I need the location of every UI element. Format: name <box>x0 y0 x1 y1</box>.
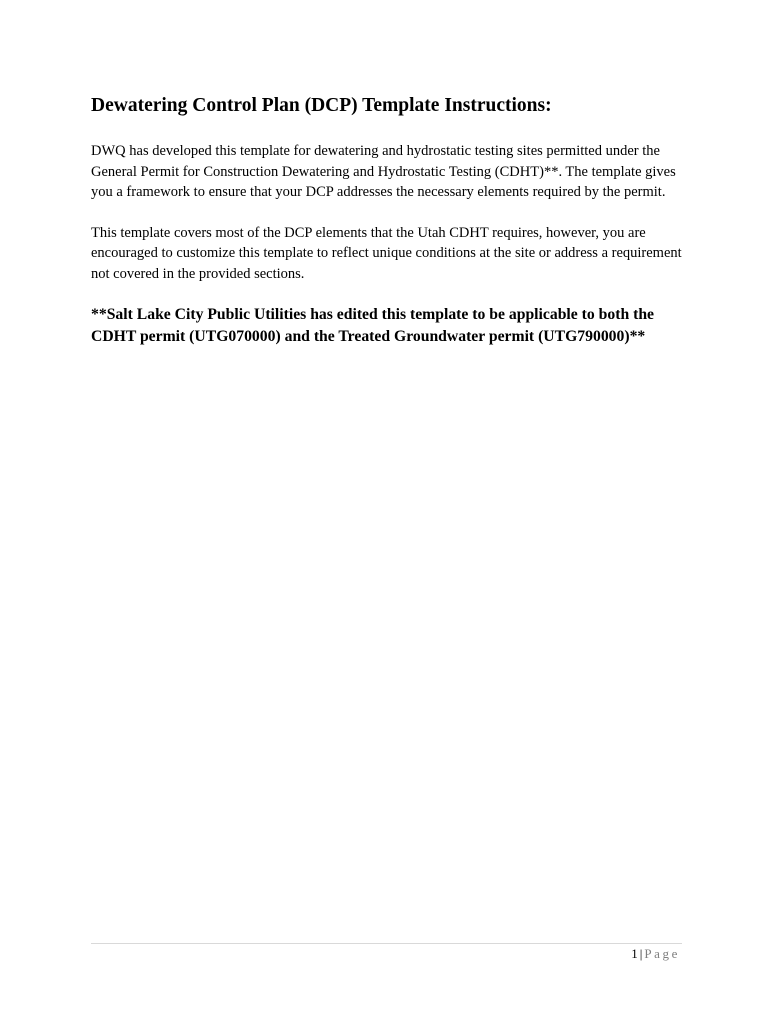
edit-note-paragraph: **Salt Lake City Public Utilities has edited this template to be applicable to both the CDHT permit (UTG070000) and the Treated Groundwater permit (UTG790000)** <box>91 306 655 345</box>
page-footer <box>631 945 680 963</box>
document-title: Dewatering Control Plan (DCP) Template Instructions: <box>91 95 552 116</box>
intro-paragraph: DWQ has developed this template for dewatering and hydrostatic testing sites permitted under the General Permit for Construction Dewatering and Hydrostatic Testing (CDHT)**. The template gives you a framework to ensure that your DCP addresses the necessary elements required by the permit. <box>91 143 676 200</box>
page-number: 1 <box>631 946 638 961</box>
page-label: Page <box>644 946 680 961</box>
coverage-paragraph: This template covers most of the DCP elements that the Utah CDHT requires, however, you are encouraged to customize this template to reflect unique conditions at the site or address a requirement not covered in the provided sections. <box>91 224 682 282</box>
footer-separator: | <box>639 946 643 961</box>
footer-divider <box>91 943 682 944</box>
document-body <box>91 92 685 348</box>
